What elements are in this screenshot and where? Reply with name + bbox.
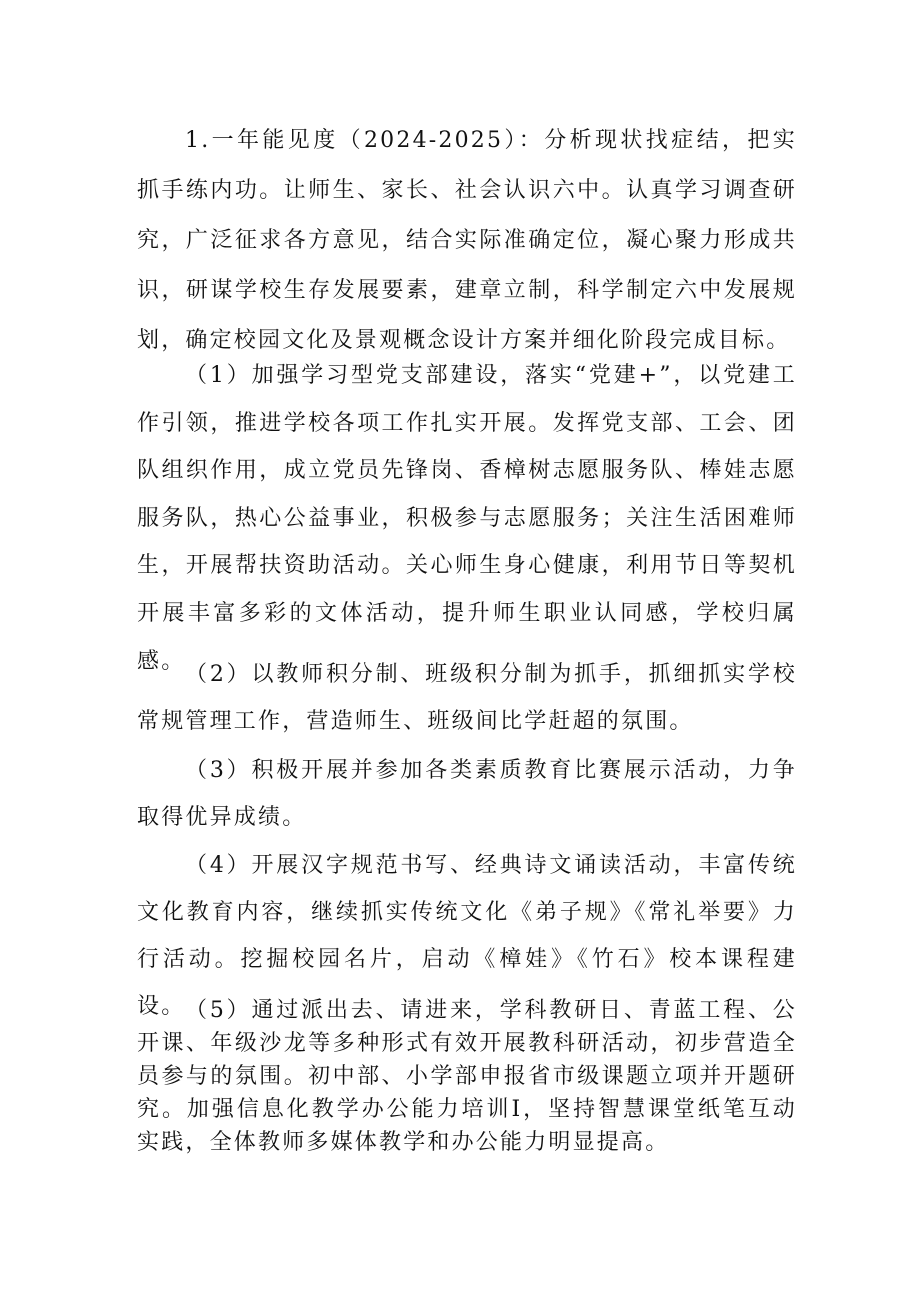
paragraph-item-2-points-system: （2）以教师积分制、班级积分制为抓手，抓细抓实学校常规管理工作，营造师生、班级间比学赶超的氛围。 — [137, 662, 797, 734]
paragraph-item-4-traditional-culture: （4）开展汉字规范书写、经典诗文诵读活动，丰富传统文化教育内容，继续抓实传统文化《弟子规》《常礼举要》力行活动。挖掘校园名片，启动《樟娃》《竹石》校本课程建设。 — [137, 853, 797, 1019]
paragraph-item-3-competitions: （3）积极开展并参加各类素质教育比赛展示活动，力争取得优异成绩。 — [137, 758, 797, 830]
paragraph-year-one-goals: 1.一年能见度（2024-2025）：分析现状找症结，把实抓手练内功。让师生、家长、社会认识六中。认真学习调查研究，广泛征求各方意见，结合实际准确定位，凝心聚力形成共识，研谋学校生存发展要素，建章立制，科学制定六中发展规划，确定校园文化及景观概念设计方案并细化阶段完成目标。 — [137, 128, 797, 353]
paragraph-item-1-party-building: （1）加强学习型党支部建设，落实“党建+”，以党建工作引领，推进学校各项工作扎实开展。发挥党支部、工会、团队组织作用，成立党员先锋岗、香樟树志愿服务队、棒娃志愿服务队，热心公益事业，积极参与志愿服务；关注生活困难师生，开展帮扶资助活动。关心师生身心健康，利用节日等契机开展丰富多彩的文体活动，提升师生职业认同感，学校归属感。 — [137, 363, 797, 674]
paragraph-item-5-teaching-research: （5）通过派出去、请进来，学科教研日、青蓝工程、公开课、年级沙龙等多种形式有效开展教科研活动，初步营造全员参与的氛围。初中部、小学部申报省市级课题立项并开题研究。加强信息化教学办公能力培训I，坚持智慧课堂纸笔互动实践，全体教师多媒体教学和办公能力明显提高。 — [137, 998, 797, 1155]
